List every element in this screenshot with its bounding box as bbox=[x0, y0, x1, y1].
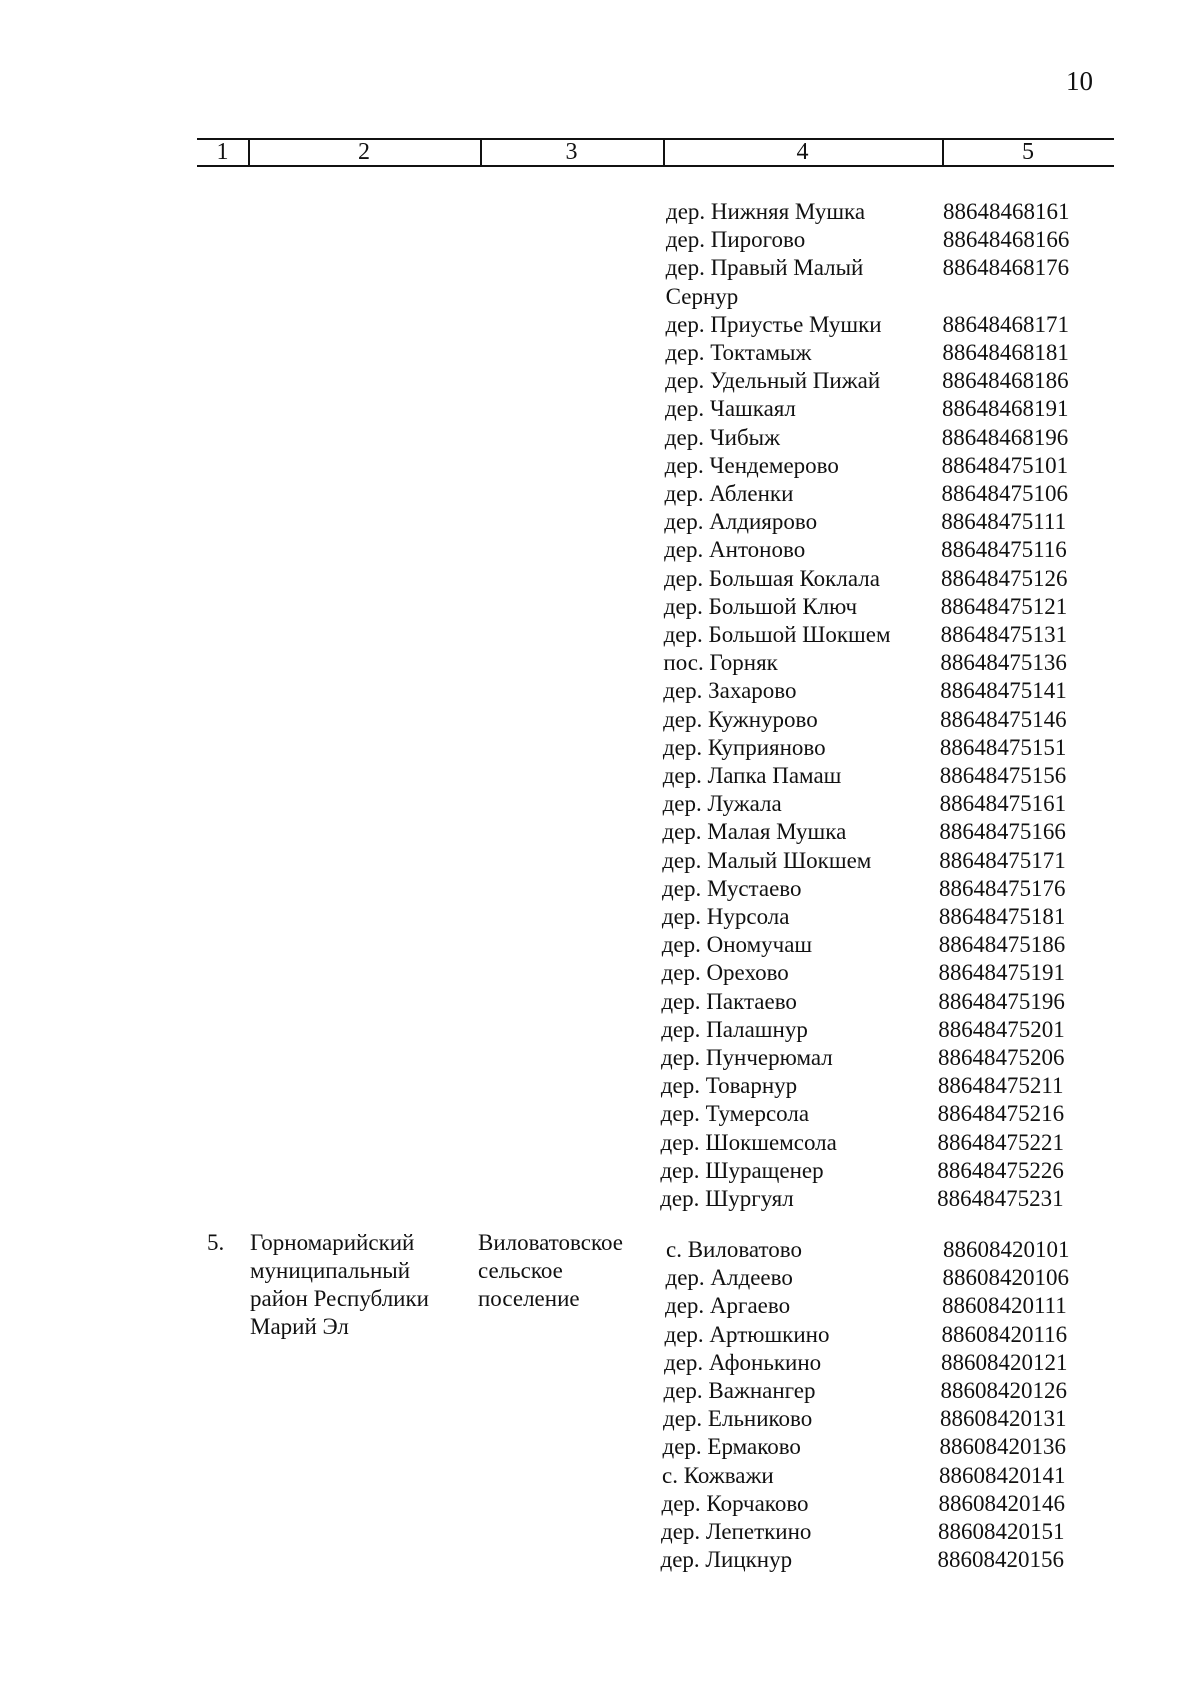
settlement-name-cell: дер. Большой Ключ bbox=[663, 593, 858, 619]
settlement-name-cell: дер. Захарово bbox=[663, 678, 797, 704]
header-col-4: 4 bbox=[796, 139, 809, 165]
settlement-name-cell: дер. Алдиярово bbox=[664, 509, 818, 535]
okato-code-cell: 88648468176 bbox=[942, 255, 1070, 281]
okato-code-cell: 88648475121 bbox=[940, 593, 1068, 619]
okato-code-cell: 88648475176 bbox=[939, 875, 1066, 901]
settlement-name-cell: дер. Артюшкино bbox=[664, 1321, 830, 1347]
okato-code-cell: 88608420121 bbox=[941, 1349, 1068, 1375]
okato-code-cell: 88648475211 bbox=[937, 1073, 1064, 1099]
okato-code-cell: 88648475111 bbox=[941, 509, 1067, 535]
okato-code-cell: 88608420106 bbox=[942, 1265, 1069, 1291]
okato-code-cell: 88608420151 bbox=[938, 1519, 1065, 1544]
okato-code-cell: 88648468171 bbox=[942, 311, 1069, 337]
settlement-name-cell: дер. Лепеткино bbox=[661, 1519, 812, 1544]
okato-code-cell: 88648475106 bbox=[941, 481, 1068, 506]
settlement-name-cell: дер. Аргаево bbox=[665, 1293, 791, 1319]
okato-code-cell: 88648475116 bbox=[941, 537, 1067, 563]
settlement-name-cell: дер. Чашкаял bbox=[664, 396, 796, 422]
okato-code-cell: 88608420131 bbox=[940, 1406, 1067, 1432]
settlement-name-cell: дер. Нурсола bbox=[661, 904, 790, 929]
okato-code-cell: 88648475126 bbox=[940, 565, 1068, 591]
settlement-name-cell: с. Кожважи bbox=[662, 1462, 774, 1488]
okato-code-cell: 88648475231 bbox=[937, 1186, 1064, 1211]
settlement-name-cell: пос. Горняк bbox=[663, 650, 778, 676]
settlement-name-cell: дер. Кужнурово bbox=[663, 706, 818, 732]
settlement-name-cell: с. Виловатово bbox=[666, 1237, 802, 1262]
municipality-line: Марий Эл bbox=[250, 1314, 349, 1339]
settlement-name-cell: дер. Приустье Мушки bbox=[665, 311, 882, 337]
settlement-line: сельское bbox=[478, 1258, 563, 1283]
okato-code-cell: 88648475161 bbox=[939, 791, 1067, 817]
settlement-name-cell: дер. Токтамыж bbox=[665, 340, 812, 365]
settlement-name-cell: дер. Абленки bbox=[664, 481, 794, 506]
settlement-name-cell: дер. Ономучаш bbox=[661, 932, 813, 958]
okato-code-cell: 88608420116 bbox=[941, 1321, 1068, 1347]
settlement-name-cell: дер. Орехово bbox=[661, 960, 789, 986]
okato-code-cell: 88648475151 bbox=[939, 734, 1067, 760]
settlement-name-cell: дер. Ермаково bbox=[662, 1434, 801, 1460]
okato-code-cell: 88648468161 bbox=[943, 199, 1070, 224]
settlement-name-cell: дер. Шокшемсола bbox=[660, 1129, 837, 1155]
settlement-name-cell: дер. Ельниково bbox=[663, 1406, 813, 1432]
okato-code-cell: 88648475146 bbox=[940, 706, 1067, 732]
header-col-1: 1 bbox=[216, 139, 229, 165]
settlement-name-cell: дер. Пунчерюмал bbox=[661, 1045, 833, 1070]
okato-code-cell: 88608420156 bbox=[937, 1547, 1064, 1573]
settlement-name-cell: дер. Важнангер bbox=[663, 1378, 816, 1403]
settlement-name-cell: дер. Алдеево bbox=[665, 1265, 793, 1291]
okato-code-cell: 88648475141 bbox=[940, 678, 1067, 704]
municipality-line: Горномарийский bbox=[250, 1230, 415, 1255]
okato-code-cell: 88608420101 bbox=[943, 1237, 1070, 1262]
municipality-line: район Республики bbox=[250, 1286, 429, 1311]
okato-code-cell: 88648475101 bbox=[941, 452, 1069, 478]
settlement-name-cell: дер. Удельный Пижай bbox=[665, 368, 881, 394]
settlement-name-cell: дер. Пирогово bbox=[665, 227, 806, 253]
settlement-name-cell: дер. Мустаево bbox=[662, 875, 802, 901]
okato-code-cell: 88648468196 bbox=[941, 424, 1069, 450]
settlement-name bbox=[478, 1229, 668, 1311]
settlement-name-cell: дер. Малая Мушка bbox=[662, 819, 847, 845]
settlement-name-cell: дер. Антоново bbox=[664, 537, 806, 563]
okato-code-cell: 88608420136 bbox=[939, 1434, 1066, 1460]
settlement-name-cell: дер. Шургуял bbox=[660, 1186, 794, 1211]
okato-code-cell: 88648475191 bbox=[938, 960, 1066, 986]
okato-code-cell: 88648468166 bbox=[942, 227, 1070, 253]
okato-code-cell: 88648475196 bbox=[938, 988, 1065, 1014]
okato-code-cell: 88648468186 bbox=[942, 368, 1069, 394]
okato-code-cell: 88648475226 bbox=[937, 1157, 1064, 1183]
okato-code-cell: 88648475201 bbox=[938, 1016, 1065, 1042]
municipality-name bbox=[250, 1229, 470, 1339]
okato-code-cell: 88648475171 bbox=[939, 847, 1066, 873]
settlement-name-cell: дер. Корчаково bbox=[661, 1490, 809, 1516]
settlement-name-cell: дер. Палашнур bbox=[661, 1016, 808, 1042]
okato-code-cell: 88648475136 bbox=[940, 650, 1067, 676]
okato-code-cell: 88648468181 bbox=[942, 340, 1069, 365]
okato-code-cell: 88608420141 bbox=[939, 1462, 1066, 1488]
okato-code-cell: 88608420126 bbox=[940, 1378, 1067, 1403]
okato-code-cell: 88648475156 bbox=[939, 763, 1067, 788]
okato-code-cell: 88648475181 bbox=[938, 904, 1066, 929]
settlement-name-cell: дер. Товарнур bbox=[660, 1073, 798, 1099]
page-number: 10 bbox=[1066, 66, 1093, 96]
settlement-name-cell: дер. Пактаево bbox=[661, 988, 797, 1014]
table-header bbox=[197, 138, 1114, 167]
okato-code-cell: 88608420146 bbox=[938, 1490, 1065, 1516]
settlement-name-cell: дер. Чендемерово bbox=[664, 452, 839, 478]
okato-code-cell: 88648475221 bbox=[937, 1129, 1064, 1155]
settlement-name-cell: дер. Лапка Памаш bbox=[662, 763, 842, 788]
settlement-name-cell: дер. Лицкнур bbox=[660, 1547, 793, 1573]
settlement-name-cell: дер. Чибыж bbox=[664, 424, 781, 450]
header-col-5: 5 bbox=[1022, 139, 1034, 165]
settlement-name-continuation: Сернур bbox=[665, 283, 739, 309]
settlement-name-cell: дер. Большая Коклала bbox=[663, 565, 880, 591]
settlement-name-cell: дер. Шуращенер bbox=[660, 1157, 824, 1183]
header-col-2: 2 bbox=[358, 139, 370, 165]
okato-code-cell: 88648475216 bbox=[937, 1101, 1065, 1127]
okato-code-cell: 88648468191 bbox=[941, 396, 1069, 422]
municipality-line: муниципальный bbox=[250, 1258, 411, 1283]
okato-code-cell: 88648475206 bbox=[938, 1045, 1065, 1070]
settlement-name-cell: дер. Малый Шокшем bbox=[662, 847, 872, 873]
settlement-line: поселение bbox=[478, 1286, 580, 1311]
settlement-name-cell: дер. Афонькино bbox=[664, 1349, 822, 1375]
okato-code-cell: 88648475186 bbox=[938, 932, 1066, 958]
section-number: 5. bbox=[207, 1230, 225, 1255]
settlement-name-cell: дер. Большой Шокшем bbox=[663, 622, 891, 647]
okato-code-cell: 88608420111 bbox=[942, 1293, 1067, 1319]
settlement-name-cell: дер. Лужала bbox=[662, 791, 782, 817]
settlement-line: Виловатовское bbox=[478, 1230, 623, 1255]
settlement-name-cell: дер. Тумерсола bbox=[660, 1101, 810, 1127]
okato-code-cell: 88648475131 bbox=[940, 622, 1068, 647]
settlement-name-cell: дер. Правый Малый bbox=[665, 255, 864, 281]
settlement-name-cell: дер. Нижняя Мушка bbox=[666, 199, 866, 224]
header-col-3: 3 bbox=[565, 139, 578, 165]
settlement-name-cell: дер. Куприяново bbox=[662, 734, 826, 760]
okato-code-cell: 88648475166 bbox=[939, 819, 1066, 845]
